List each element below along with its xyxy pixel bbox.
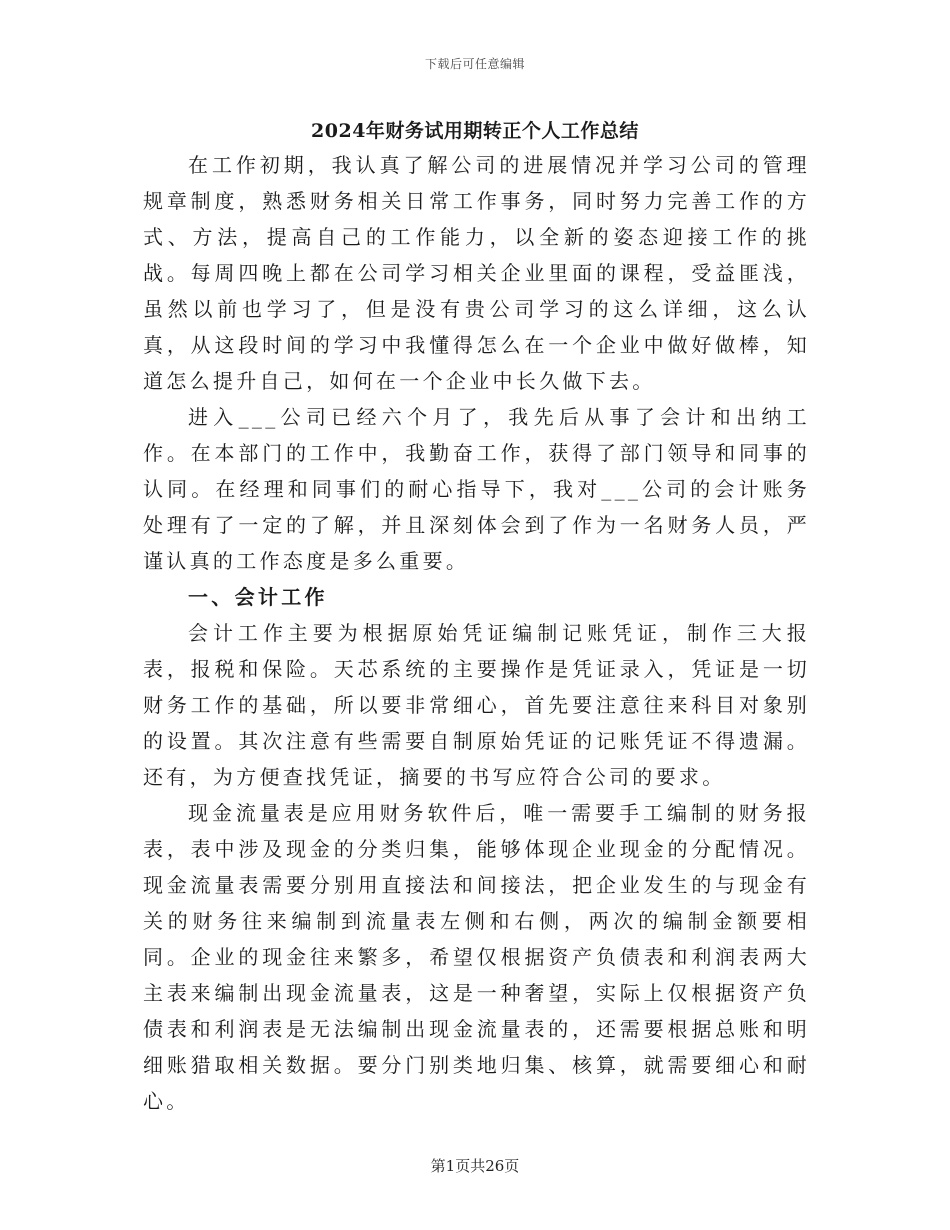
document-body bbox=[143, 147, 810, 1119]
section-heading-accounting: 一、会计工作 bbox=[188, 585, 328, 609]
paragraph-intro: 在工作初期，我认真了解公司的进展情况并学习公司的管理规章制度，熟悉财务相关日常工作事务，同时努力完善工作的方式、方法，提高自己的工作能力，以全新的姿态迎接工作的挑战。每周四晚上都在公司学习相关企业里面的课程，受益匪浅，虽然以前也学习了，但是没有贵公司学习的这么详细，这么认真，从这段时间的学习中我懂得怎么在一个企业中做好做棒，知道怎么提升自己，如何在一个企业中长久做下去。 bbox=[143, 153, 810, 393]
header-note: 下载后可任意编辑 bbox=[424, 57, 525, 71]
paragraph-accounting: 会计工作主要为根据原始凭证编制记账凭证，制作三大报表，报税和保险。天芯系统的主要操作是凭证录入，凭证是一切财务工作的基础，所以要非常细心，首先要注意往来科目对象别的设置。其次注意有些需要自制原始凭证的记账凭证不得遗漏。还有，为方便查找凭证，摘要的书写应符合公司的要求。 bbox=[143, 621, 810, 789]
document-title: 2024年财务试用期转正个人工作总结 bbox=[311, 120, 639, 142]
page-footer: 第1页共26页 bbox=[430, 1157, 520, 1175]
paragraph-experience: 进入___公司已经六个月了，我先后从事了会计和出纳工作。在本部门的工作中，我勤奋工作，获得了部门领导和同事的认同。在经理和同事们的耐心指导下，我对___公司的会计账务处理有了一定的了解，并且深刻体会到了作为一名财务人员，严谨认真的工作态度是多么重要。 bbox=[143, 405, 810, 573]
paragraph-cash-flow: 现金流量表是应用财务软件后，唯一需要手工编制的财务报表，表中涉及现金的分类归集，能够体现企业现金的分配情况。现金流量表需要分别用直接法和间接法，把企业发生的与现金有关的财务往来编制到流量表左侧和右侧，两次的编制金额要相同。企业的现金往来繁多，希望仅根据资产负债表和利润表两大主表来编制出现金流量表，这是一种奢望，实际上仅根据资产负债表和利润表是无法编制出现金流量表的，还需要根据总账和明细账猎取相关数据。要分门别类地归集、核算，就需要细心和耐心。 bbox=[143, 801, 810, 1113]
